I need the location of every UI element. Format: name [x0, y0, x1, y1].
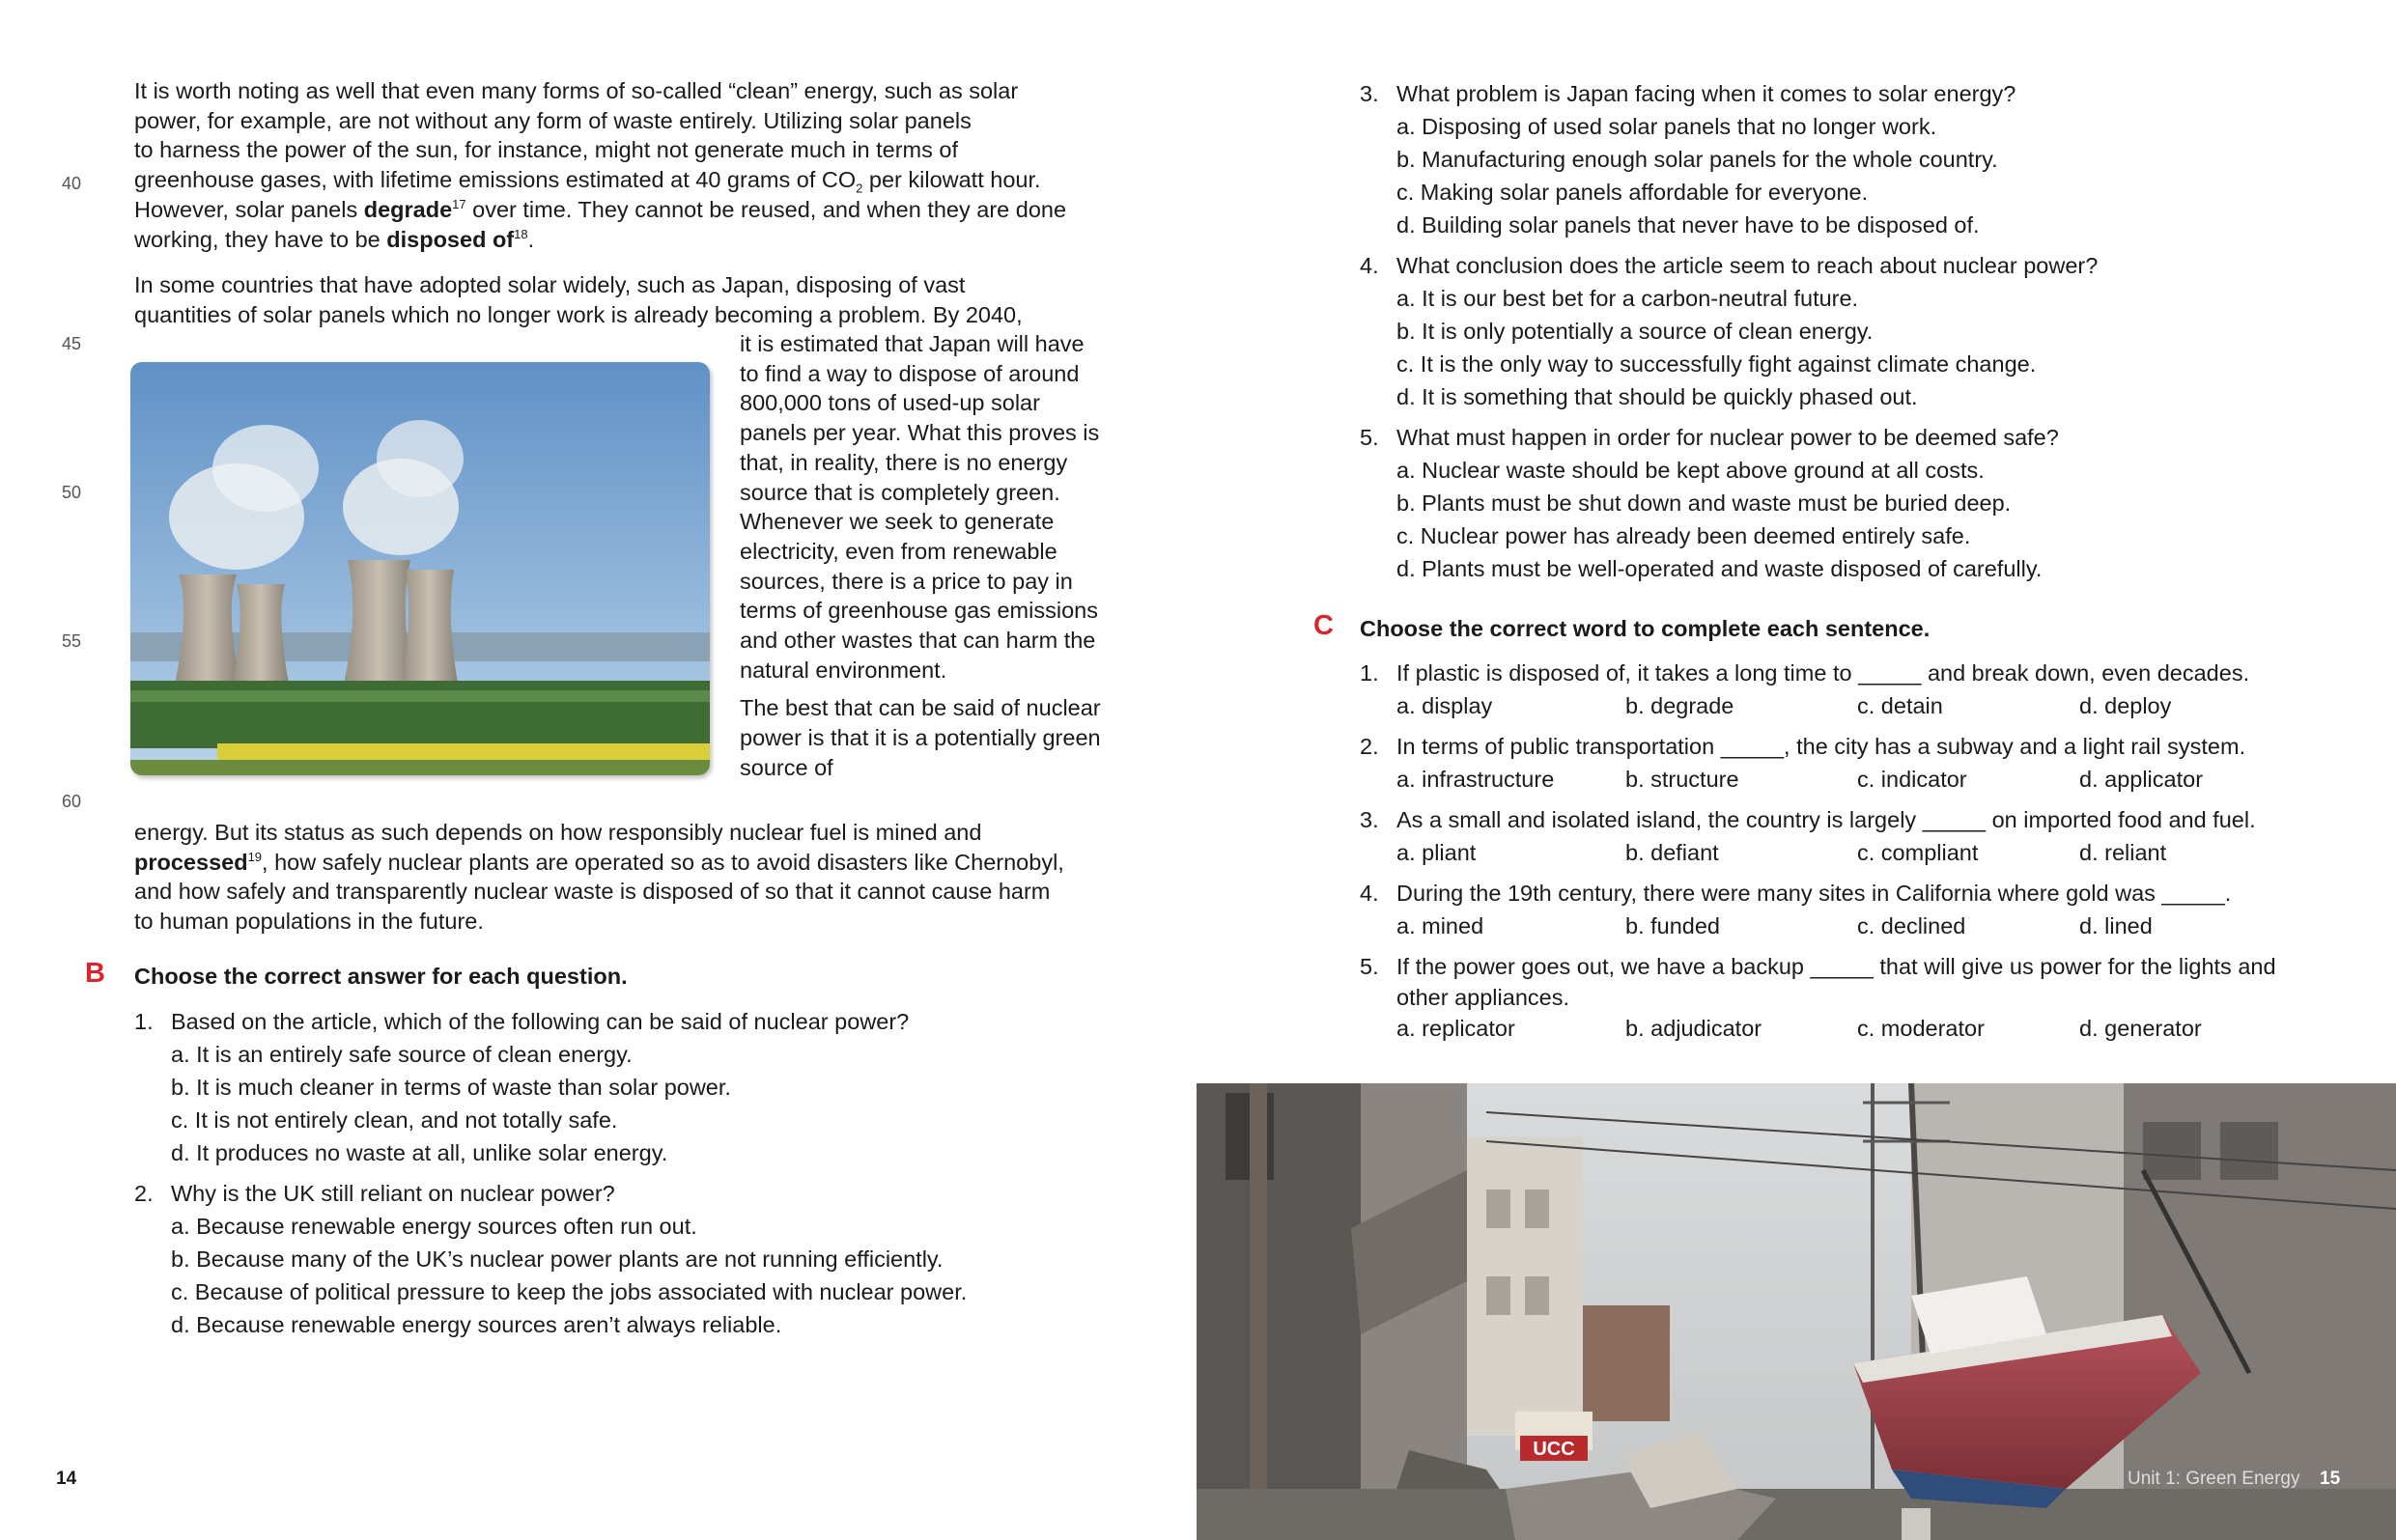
answer-option[interactable]: a. It is an entirely safe source of clean energy.: [171, 1042, 633, 1067]
answer-option[interactable]: b. defiant: [1625, 840, 1719, 865]
answer-option[interactable]: a. pliant: [1396, 840, 1477, 865]
answer-option[interactable]: b. Manufacturing enough solar panels for the whole country.: [1396, 147, 1998, 172]
wrapped-paragraph: The best that can be said of nuclear power is that it is a potentially green source of: [740, 695, 1101, 780]
options-row: [1360, 836, 2374, 869]
text-run: per kilowatt hour.: [862, 167, 1041, 193]
subscript: 2: [856, 181, 863, 196]
text-line: and how safely and transparently nuclear waste is disposed of so that it cannot cause harm: [134, 879, 1051, 905]
section-c-heading: Choose the correct word to complete each sentence.: [1360, 616, 1931, 641]
answer-option[interactable]: b. degrade: [1625, 693, 1734, 718]
answer-option[interactable]: d. Building solar panels that never have to be disposed of.: [1396, 212, 1980, 238]
question-c3: [1360, 803, 2374, 836]
answer-option[interactable]: a. Because renewable energy sources often run out.: [171, 1214, 697, 1239]
answer-option[interactable]: d. Plants must be well-operated and waste disposed of carefully.: [1396, 556, 2043, 581]
vocab-term: degrade: [363, 196, 453, 222]
answer-option[interactable]: b. funded: [1625, 913, 1721, 938]
text-run: , how safely nuclear plants are operated so as to avoid disasters like Chernobyl,: [262, 849, 1064, 875]
footnote-ref: 17: [452, 196, 466, 211]
text-line: to harness the power of the sun, for instance, might not generate much in terms of: [134, 137, 958, 163]
vocab-term: disposed of: [386, 226, 515, 252]
answer-option[interactable]: b. It is only potentially a source of clean energy.: [1396, 319, 1874, 344]
answer-option[interactable]: c. It is not entirely clean, and not totally safe.: [171, 1107, 618, 1133]
footnote-ref: 19: [247, 849, 263, 864]
text-run: .: [527, 226, 535, 252]
question-number: 2.: [134, 1181, 154, 1206]
question-text: What problem is Japan facing when it comes to solar energy?: [1396, 81, 2016, 106]
section-c-letter: C: [1313, 610, 1334, 641]
wrapped-paragraph: it is estimated that Japan will have to find a way to dispose of around 800,000 tons of used-up solar panels per year. What this proves is that, in reality, there is no energy source that is completely green. Whenever we seek to generate electricity, even from renewable sources, there is a price to pay in terms of greenhouse gas emissions and other wastes that can harm the natural environment.: [740, 331, 1100, 683]
answer-option[interactable]: c. moderator: [1857, 1016, 1985, 1041]
text-run: However, solar panels: [134, 196, 364, 222]
answer-option[interactable]: c. detain: [1857, 693, 1943, 718]
vocab-term: processed: [134, 849, 248, 875]
question-c4: [1360, 877, 2374, 910]
question-b1: [134, 1005, 1100, 1038]
answer-option[interactable]: c. Because of political pressure to keep the jobs associated with nuclear power.: [171, 1279, 968, 1304]
answer-option[interactable]: c. compliant: [1857, 840, 1979, 865]
question-text: During the 19th century, there were many sites in California where gold was _____.: [1396, 881, 2232, 906]
answer-option[interactable]: a. display: [1396, 693, 1493, 718]
question-b2: [134, 1177, 1100, 1210]
answer-option[interactable]: a. mined: [1396, 913, 1484, 938]
paragraph-1: [134, 76, 1100, 254]
question-b5: [1360, 421, 2326, 454]
answer-option[interactable]: c. Nuclear power has already been deemed entirely safe.: [1396, 523, 1971, 548]
answer-option[interactable]: d. Because renewable energy sources aren’t always reliable.: [171, 1312, 782, 1337]
line-number: 55: [62, 631, 82, 651]
line-number: 50: [62, 483, 82, 502]
question-b4: [1360, 249, 2326, 282]
text-line: It is worth noting as well that even many forms of so-called “clean” energy, such as solar: [134, 78, 1019, 103]
text-run: working, they have to be: [134, 226, 387, 252]
question-c5: [1360, 950, 2374, 983]
answer-option[interactable]: d. lined: [2079, 913, 2153, 938]
text-line: [134, 848, 1100, 878]
question-number: 4.: [1360, 881, 1379, 906]
section-b-questions-right: [1360, 77, 2326, 585]
answer-option[interactable]: c. It is the only way to successfully fight against climate change.: [1396, 351, 2037, 377]
paragraph-2: [134, 270, 1100, 329]
question-text: Based on the article, which of the following can be said of nuclear power?: [171, 1009, 910, 1034]
text-line: power, for example, are not without any form of waste entirely. Utilizing solar panels: [134, 107, 972, 133]
section-b-heading: Choose the correct answer for each question.: [134, 964, 628, 989]
line-number: 40: [62, 174, 82, 193]
answer-option[interactable]: d. deploy: [2079, 693, 2172, 718]
answer-option[interactable]: b. Because many of the UK’s nuclear power plants are not running efficiently.: [171, 1246, 944, 1272]
answer-option[interactable]: a. Disposing of used solar panels that no longer work.: [1396, 114, 1937, 139]
unit-label: Unit 1: Green Energy: [2128, 1469, 2300, 1489]
text-run: greenhouse gases, with lifetime emissions estimated at 40 grams of CO: [134, 167, 857, 193]
text-line: quantities of solar panels which no longer work is already becoming a problem. By 2040,: [134, 301, 1023, 327]
text-line: [134, 195, 1100, 225]
answer-option[interactable]: d. generator: [2079, 1016, 2202, 1041]
answer-option[interactable]: d. It is something that should be quickly phased out.: [1396, 384, 1918, 409]
text-run: over time. They cannot be reused, and when they are done: [465, 196, 1067, 222]
line-number: 60: [62, 792, 82, 811]
text-line: to human populations in the future.: [134, 909, 484, 935]
answer-option[interactable]: b. It is much cleaner in terms of waste than solar power.: [171, 1075, 731, 1100]
options-row: [1360, 763, 2374, 796]
question-c1: [1360, 657, 2374, 689]
question-text: If plastic is disposed of, it takes a long time to _____ and break down, even decades.: [1396, 660, 2250, 686]
question-number: 5.: [1360, 425, 1379, 450]
footnote-ref: 18: [514, 226, 528, 241]
text-line: In some countries that have adopted solar widely, such as Japan, disposing of vast: [134, 272, 966, 297]
question-text: Why is the UK still reliant on nuclear power?: [171, 1181, 615, 1206]
answer-option[interactable]: b. adjudicator: [1625, 1016, 1762, 1041]
question-text-continued: other appliances.: [1396, 985, 1569, 1010]
question-text: In terms of public transportation _____, the city has a subway and a light rail system.: [1396, 734, 2246, 759]
text-line: [134, 225, 1100, 255]
cooling-towers-photo: [130, 362, 710, 775]
question-number: 3.: [1360, 807, 1379, 832]
question-c2: [1360, 730, 2374, 763]
answer-option[interactable]: c. Making solar panels affordable for everyone.: [1396, 180, 1869, 205]
question-text: What must happen in order for nuclear power to be deemed safe?: [1396, 425, 2059, 450]
question-number: 2.: [1360, 734, 1379, 759]
page-number-left: 14: [56, 1469, 77, 1489]
question-text: If the power goes out, we have a backup _____ that will give us power for the lights and: [1396, 954, 2276, 979]
text-line: [134, 165, 1100, 195]
question-b3: [1360, 77, 2326, 110]
answer-option[interactable]: a. It is our best bet for a carbon-neutral future.: [1396, 286, 1859, 311]
question-text: What conclusion does the article seem to reach about nuclear power?: [1396, 253, 2099, 278]
options-row: [1360, 910, 2374, 942]
answer-option[interactable]: c. indicator: [1857, 767, 1967, 792]
paragraph-3: [134, 818, 1100, 937]
answer-option[interactable]: a. infrastructure: [1396, 767, 1555, 792]
answer-option[interactable]: a. replicator: [1396, 1016, 1515, 1041]
section-c-questions: [1360, 657, 2374, 1045]
question-number: 4.: [1360, 253, 1379, 278]
question-number: 1.: [134, 1009, 154, 1034]
question-number: 1.: [1360, 660, 1379, 686]
line-number: 45: [62, 334, 82, 353]
wrapped-text: [740, 329, 1107, 792]
section-b-questions-left: [134, 1005, 1100, 1341]
page-number-right: 15: [2320, 1469, 2341, 1489]
answer-option[interactable]: a. Nuclear waste should be kept above ground at all costs.: [1396, 458, 1985, 483]
answer-option[interactable]: b. Plants must be shut down and waste must be buried deep.: [1396, 490, 2012, 516]
answer-option[interactable]: d. applicator: [2079, 767, 2204, 792]
question-number: 3.: [1360, 81, 1379, 106]
question-text: As a small and isolated island, the country is largely _____ on imported food and fuel.: [1396, 807, 2256, 832]
question-number: 5.: [1360, 954, 1379, 979]
answer-option[interactable]: d. reliant: [2079, 840, 2167, 865]
answer-option[interactable]: d. It produces no waste at all, unlike solar energy.: [171, 1140, 668, 1165]
answer-option[interactable]: b. structure: [1625, 767, 1739, 792]
options-row: [1360, 1012, 2374, 1045]
shop-sign-text: UCC: [1533, 1439, 1575, 1460]
answer-option[interactable]: c. declined: [1857, 913, 1966, 938]
section-b-letter: B: [85, 958, 105, 989]
text-line: energy. But its status as such depends on how responsibly nuclear fuel is mined and: [134, 820, 982, 845]
options-row: [1360, 689, 2374, 722]
